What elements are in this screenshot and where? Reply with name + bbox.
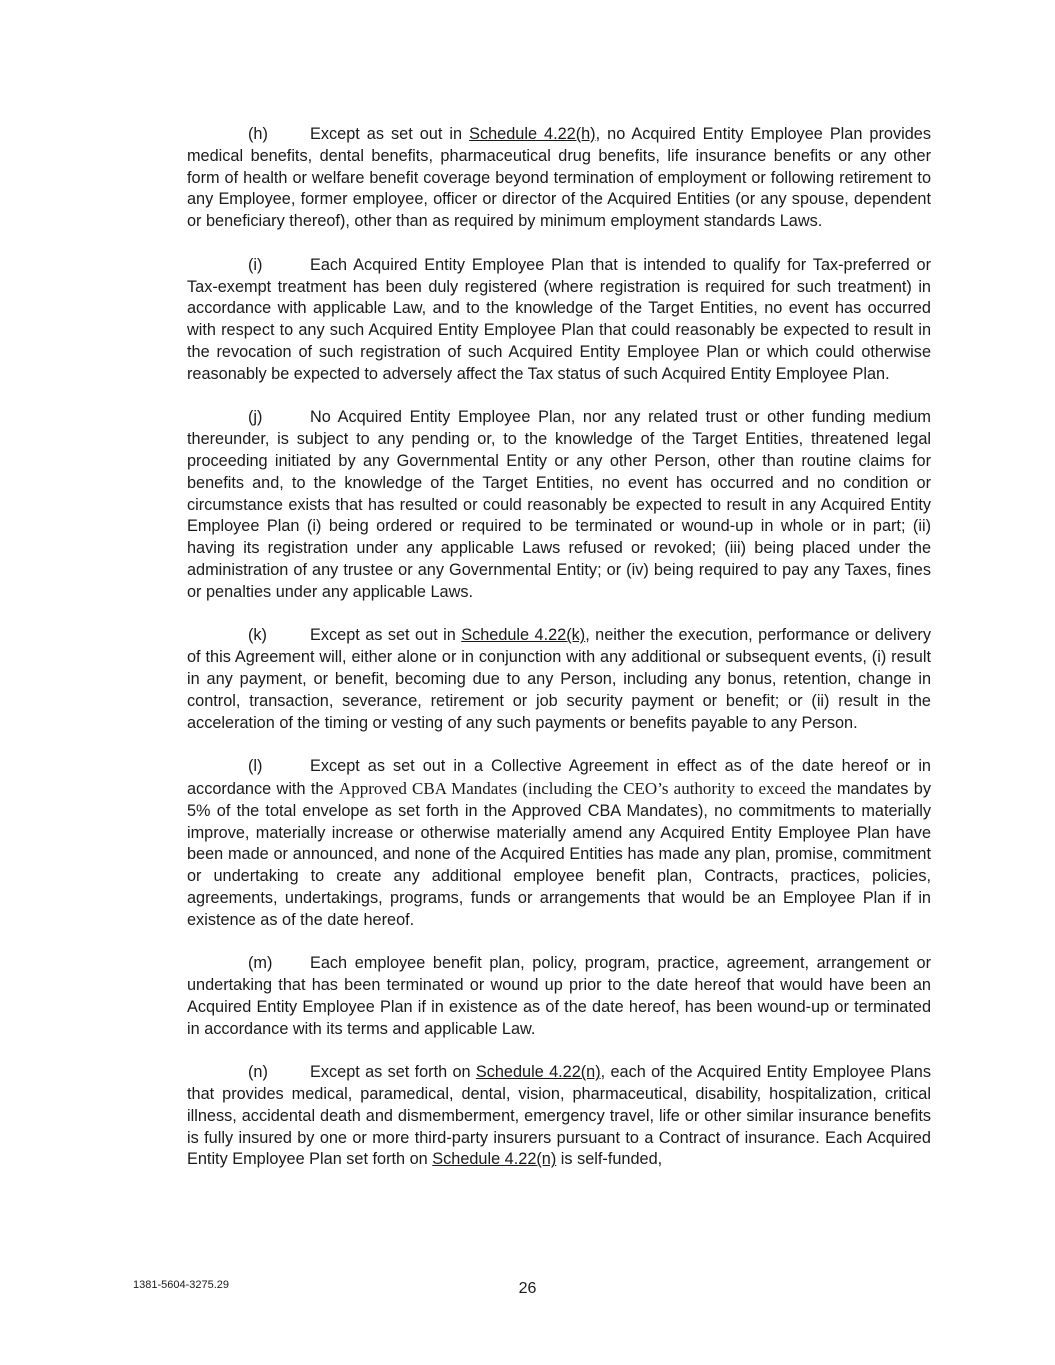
paragraph-text: is self-funded, (556, 1150, 663, 1169)
paragraph-text: Except as set out in (310, 626, 462, 645)
schedule-reference: Schedule 4.22(k) (461, 626, 586, 645)
paragraph-text: Except as set out in a Collective Agreement in effect as of the date hereof or in accordance with the (187, 757, 931, 798)
paragraph (187, 124, 931, 233)
paragraph-text: No Acquired Entity Employee Plan, nor any related trust or other funding medium thereunder, is subject to any pending or, to the knowledge of the Target Entities, threatened legal proceeding initiated by any Governmental Entity or any other Person, other than routine claims for benefits and, to the knowledge of the Target Entities, no event has occurred and no condition or circumstance exists that has resulted or could reasonably be expected to result in any Acquired Entity Employee Plan (i) being ordered or required to be terminated or wound-up in whole or in part; (ii) having its registration under any applicable Laws refused or revoked; (iii) being placed under the administration of any trustee or any Governmental Entity; or (iv) being required to pay any Taxes, fines or penalties under any applicable Laws. (187, 408, 931, 601)
paragraph-number: (n) (248, 1063, 268, 1082)
paragraph-number: (h) (248, 125, 268, 143)
footer-document-id: 1381-5604-3275.29 (133, 1279, 230, 1291)
paragraph-number: (m) (248, 954, 273, 973)
paragraph (187, 1062, 931, 1171)
paragraph-text: , each of the Acquired Entity Employee Plans that provides medical, paramedical, dental, vision, pharmaceutical, disability, hospitalization, critical illness, accidental death and dismemberment, emergency travel, life or other similar insurance benefits is fully insured by one or more third-party insurers pursuant to a Contract of insurance. Each Acquired Entity Employee Plan set forth on (187, 1063, 931, 1169)
paragraph-text: Each Acquired Entity Employee Plan that is intended to qualify for Tax-preferred or Tax-exempt treatment has been duly registered (where registration is required for such treatment) in accordance with applicable Law, and to the knowledge of the Target Entities, no event has occurred with respect to any such Acquired Entity Employee Plan that could reasonably be expected to result in the revocation of such registration of such Acquired Entity Employee Plan or which could otherwise reasonably be expected to adversely affect the Tax status of such Acquired Entity Employee Plan. (187, 255, 931, 383)
paragraph-text: , neither the execution, performance or delivery of this Agreement will, either alone or in conjunction with any additional or subsequent events, (i) result in any payment, or benefit, becoming due to any Person, including any bonus, retention, change in control, transaction, severance, retirement or job security payment or benefit; or (ii) result in the acceleration of the timing or vesting of any such payments or benefits payable to any Person. (187, 626, 931, 732)
document-body (187, 124, 931, 1193)
paragraph-number: (i) (248, 255, 263, 274)
paragraph (187, 255, 931, 386)
schedule-reference: Schedule 4.22(n) (432, 1150, 557, 1169)
paragraph-number: (j) (248, 408, 263, 427)
schedule-reference: Schedule 4.22(n) (475, 1063, 601, 1082)
paragraph (187, 407, 931, 603)
paragraph (187, 756, 931, 931)
paragraph (187, 625, 931, 734)
paragraph-number: (l) (248, 757, 263, 776)
paragraph (187, 953, 931, 1040)
paragraph-text: , no Acquired Entity Employee Plan provides medical benefits, dental benefits, pharmaceutical drug benefits, life insurance benefits or any other form of health or welfare benefit coverage beyond termination of employment or following retirement to any Employee, former employee, officer or director of the Acquired Entities (or any spouse, dependent or beneficiary thereof), other than as required by minimum employment standards Laws. (187, 125, 931, 231)
page-number: 26 (518, 1280, 537, 1297)
schedule-reference: Schedule 4.22(h) (469, 125, 596, 143)
paragraph-text: Each employee benefit plan, policy, program, practice, agreement, arrangement or undertaking that has been terminated or wound up prior to the date hereof that would have been an Acquired Entity Employee Plan if in existence as of the date hereof, has been wound-up or terminated in accordance with its terms and applicable Law. (187, 954, 931, 1038)
paragraph-number: (k) (248, 626, 267, 645)
paragraph-text: Except as set forth on (310, 1063, 476, 1082)
paragraph-text: mandates by 5% of the total envelope as set forth in the Approved CBA Mandates), no commitments to materially improve, materially increase or otherwise materially amend any Acquired Entity Employee Plan have been made or announced, and none of the Acquired Entities has made any plan, promise, commitment or undertaking to create any additional employee benefit plan, Contracts, practices, policies, agreements, undertakings, programs, funds or arrangements that would be an Employee Plan if in existence as of the date hereof. (187, 779, 931, 929)
paragraph-text: Except as set out in (310, 125, 470, 143)
paragraph-text-serif: Approved CBA Mandates (including the CEO’s authority to exceed the (338, 778, 832, 798)
